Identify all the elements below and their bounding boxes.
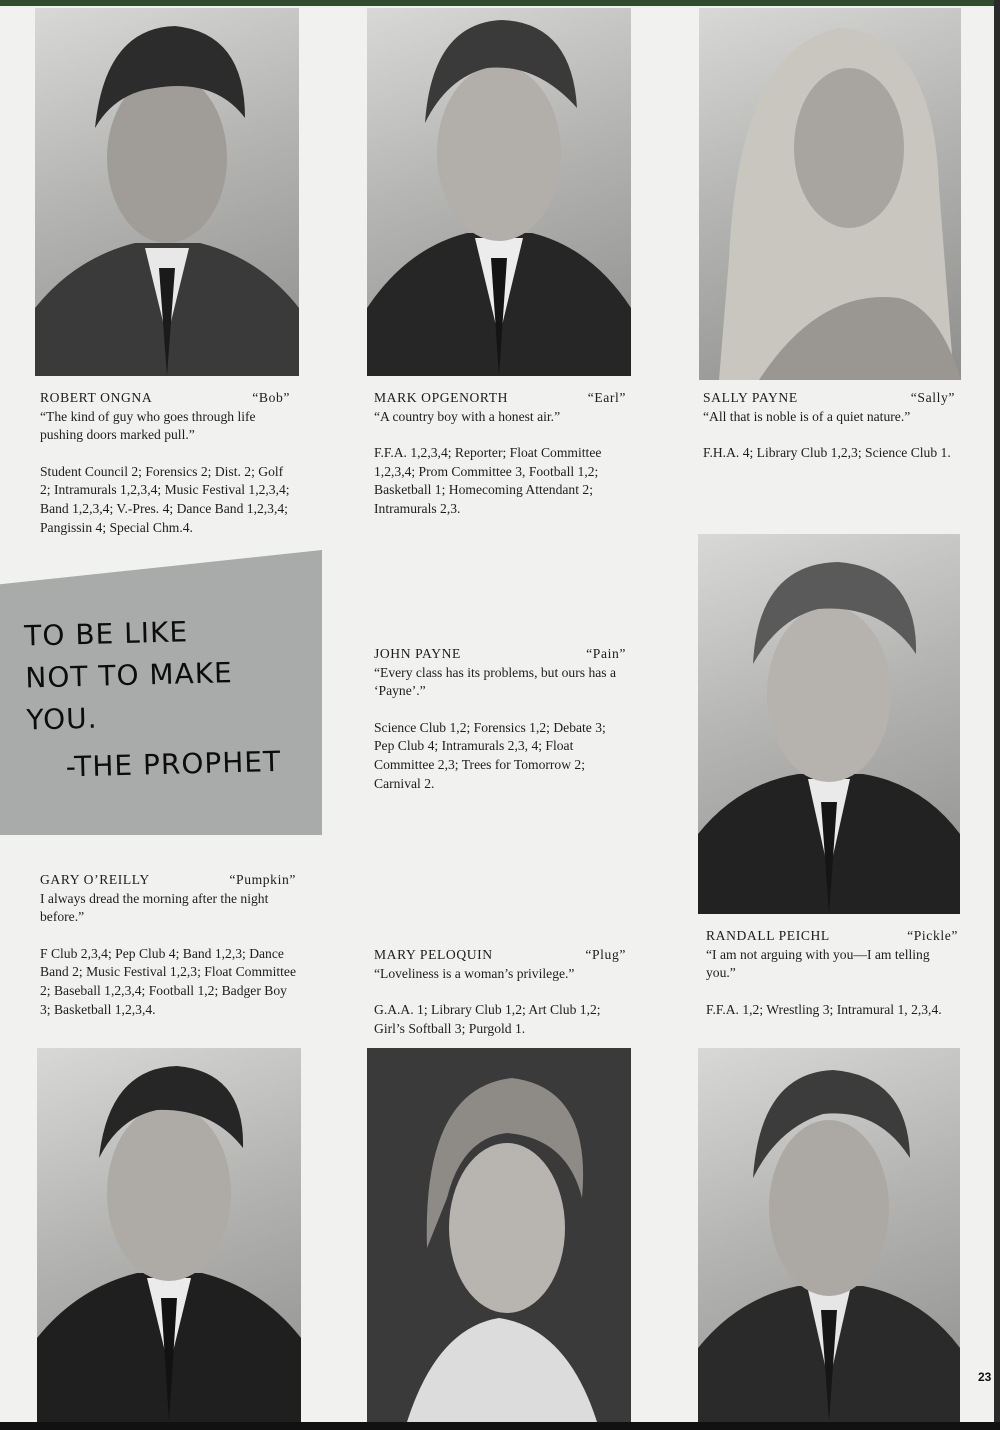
- student-activities: F.F.A. 1,2,3,4; Reporter; Float Committee 1,2,3,4; Prom Committee 3, Football 1,2; Basketball 1; Homecoming Attendant 2; Intramurals 2,3.: [374, 445, 602, 516]
- entry-robert-ongna: [40, 389, 290, 537]
- student-quote: I always dread the morning after the night before.”: [40, 890, 269, 925]
- student-name: ROBERT ONGNA: [40, 390, 153, 405]
- prophet-line-1: TO BE LIKE: [23, 615, 189, 653]
- student-name: MARK OPGENORTH: [374, 390, 509, 405]
- student-name: SALLY PAYNE: [703, 390, 798, 405]
- page-number: 23: [978, 1370, 992, 1384]
- portrait-randall-peichl: [698, 534, 960, 914]
- student-activities: G.A.A. 1; Library Club 1,2; Art Club 1,2; Girl’s Softball 3; Purgold 1.: [374, 1002, 601, 1036]
- entry-randall-peichl: [706, 927, 958, 1019]
- student-nickname: “Earl”: [587, 390, 626, 405]
- student-quote: “A country boy with a honest air.”: [374, 408, 561, 424]
- student-activities: F Club 2,3,4; Pep Club 4; Band 1,2,3; Dance Band 2; Music Festival 1,2,3; Float Committee 2; Baseball 1,2,3,4; Football 1,2; Badger Boy 3; Basketball 1,2,3,4.: [40, 945, 297, 1017]
- student-nickname: “Bob”: [252, 390, 290, 405]
- student-nickname: “Pickle”: [907, 928, 958, 943]
- entry-sally-payne: [703, 389, 955, 463]
- entry-john-payne: [374, 645, 626, 793]
- student-name: RANDALL PEICHL: [706, 928, 830, 943]
- entry-gary-oreilly: [40, 871, 296, 1019]
- student-nickname: “Plug”: [585, 947, 626, 962]
- student-quote: “The kind of guy who goes through life pushing doors marked pull.”: [40, 408, 256, 443]
- portrait-gary-oreilly: [37, 1048, 301, 1422]
- student-activities: F.F.A. 1,2; Wrestling 3; Intramural 1, 2,3,4.: [706, 1001, 942, 1017]
- top-border: [0, 0, 1000, 6]
- student-nickname: “Pain”: [586, 646, 626, 661]
- entry-mark-opgenorth: [374, 389, 626, 519]
- bottom-border: [0, 1422, 1000, 1430]
- prophet-line-2: NOT TO MAKE: [24, 656, 234, 695]
- portrait-mary-peloquin: [367, 1048, 631, 1422]
- student-quote: “Loveliness is a woman’s privilege.”: [374, 965, 575, 981]
- portrait-mark-opgenorth: [367, 8, 631, 376]
- student-activities: F.H.A. 4; Library Club 1,2,3; Science Club 1.: [703, 445, 951, 461]
- portrait-john-payne: [698, 1048, 960, 1422]
- prophet-line-3: YOU.: [26, 701, 98, 737]
- portrait-robert-ongna: [35, 8, 299, 376]
- student-quote: “I am not arguing with you—I am telling you.”: [706, 946, 930, 981]
- student-activities: Student Council 2; Forensics 2; Dist. 2; Golf 2; Intramurals 1,2,3,4; Music Festival 1,2,3,4; Band 1,2,3,4; V.-Pres. 4; Dance Band 1,2,3,4; Pangissin 4; Special Chm.4.: [40, 463, 290, 535]
- portrait-sally-payne: [699, 8, 961, 380]
- student-name: MARY PELOQUIN: [374, 947, 493, 962]
- prophet-attribution: -THE PROPHET: [65, 744, 282, 784]
- student-activities: Science Club 1,2; Forensics 1,2; Debate 3; Pep Club 4; Intramurals 2,3, 4; Float Committee 2,3; Trees for Tomorrow 2; Carnival 2.: [374, 719, 606, 791]
- student-name: JOHN PAYNE: [374, 646, 461, 661]
- student-nickname: “Sally”: [910, 390, 955, 405]
- prophet-quote: [24, 608, 298, 789]
- entry-mary-peloquin: [374, 946, 626, 1038]
- student-nickname: “Pumpkin”: [229, 872, 296, 887]
- student-quote: “Every class has its problems, but ours has a ‘Payne’.”: [374, 664, 616, 699]
- right-border: [994, 0, 1000, 1430]
- student-name: GARY O’REILLY: [40, 872, 150, 887]
- student-quote: “All that is noble is of a quiet nature.”: [703, 408, 911, 424]
